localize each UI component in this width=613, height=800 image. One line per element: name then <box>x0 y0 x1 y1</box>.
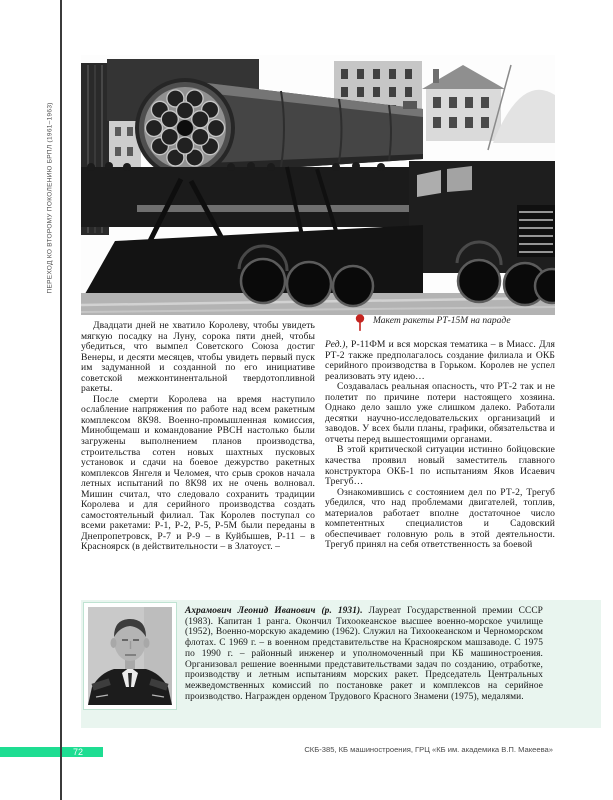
text-column-right <box>325 340 555 551</box>
left-vertical-rule <box>60 0 62 800</box>
biography-text <box>185 606 543 702</box>
biography-box <box>81 600 601 728</box>
paragraph: В этой критической ситуации истинно бойцовские качества проявил новый заместитель главного конструктора ОКБ-1 по испытаниям Яков Исаевич Трегуб… <box>325 444 555 488</box>
biography-body: Лауреат Государственной премии СССР (1983). Капитан 1 ранга. Окончил Тихоокеанское высшее военно-морское училище (1952), Военно-морскую академию (1962). Служил на Тихоокеанском и Черноморском флотах. С 1969 г. – в военном представительстве на Красноярском машзаводе. С 1975 по 1990 г. – районный инженер и уполномоченный при КБ машиностроения. Организовал решение военными представительствами задач по созданию, отработке, производству и летным испытаниям морских ракет. Председатель Центральных межведомственных комиссий по постановке ракет и комплексов на серийное производство. Награжден орденом Трудового Красного Знамени (1975), медалями. <box>185 606 543 702</box>
parade-photo <box>81 55 555 315</box>
portrait-illustration <box>88 607 172 705</box>
portrait-photo <box>83 602 177 710</box>
footer-credit: СКБ-385, КБ машиностроения, ГРЦ «КБ им. академика В.П. Макеева» <box>304 745 553 754</box>
map-pin-icon <box>354 314 366 332</box>
page-number-bar <box>0 747 103 757</box>
paragraph <box>325 340 555 382</box>
text-column-left <box>81 321 315 553</box>
paragraph-text: Р-11ФМ и вся морская тематика – в Миасс. Для РТ-2 также предполагалось создание филиала и ОКБ серийного производства в Горьком. Королев не успел реализовать эту идею… <box>325 339 555 382</box>
paragraph: Ознакомившись с состоянием дел по РТ-2, Трегуб убедился, что над проблемами двигателей, топлив, материалов работает вполне достаточное число компетентных специалистов и Садовский обеспечивает головную роль в этой деятельности. Трегуб принял на себя ответственность за боевой <box>325 486 555 551</box>
biography-name: Ахрамович Леонид Иванович (р. 1931). <box>185 606 363 616</box>
paragraph: После смерти Королева на время наступило ослабление напряжения по работе над всем ракетным комплексом 8К98. Военно-промышленная комиссия, Минобщемаш и командование РВСН настолько были загружены выполнением планов производства, строительства сотен новых шахтных пусковых установок и сдачи на боевое дежурство ракетных комплексов Янгеля и Челомея, что срыв сроков начала летных испытаний по 8К98 их не очень волновал. Мишин считал, что следовало сохранить традиции Королева и для серийного производства создать самостоятельный филиал. Так Королев поступал со всеми ракетами: Р-1, Р-2, Р-5, Р-5М были переданы в Днепропетровск, Р-7 и Р-9 – в Куйбышев, Р-11 – в Красноярск (в действительности – в Златоуст. – <box>81 393 315 553</box>
editorial-note: Ред.), <box>325 339 348 350</box>
sidebar-chapter-title: ПЕРЕХОД КО ВТОРОМУ ПОКОЛЕНИЮ БРПЛ (1961–1963) <box>46 102 54 294</box>
paragraph: Двадцати дней не хватило Королеву, чтобы увидеть мягкую посадку на Луну, сорока пяти дней, чтобы убедиться, что вымпел Советского Союза достиг Венеры, и десяти месяцев, чтобы увидеть первый пуск им задуманной и созданной по его инициативе советской межконтинентальной твердотопливной ракеты. <box>81 320 315 395</box>
page-number: 72 <box>72 747 83 757</box>
photo-caption-text: Макет ракеты РТ-15М на параде <box>373 316 511 326</box>
parade-photo-illustration <box>81 55 555 315</box>
paragraph: Создавалась реальная опасность, что РТ-2 так и не полетит по причине потери настоящего хозяина. Однако дело зашло уже слишком далеко. Работали десятки научно-исследовательских организаций и заводов. У всех были планы, графики, обязательства и отчеты перед вышестоящими органами. <box>325 381 555 445</box>
photo-caption <box>354 313 511 332</box>
